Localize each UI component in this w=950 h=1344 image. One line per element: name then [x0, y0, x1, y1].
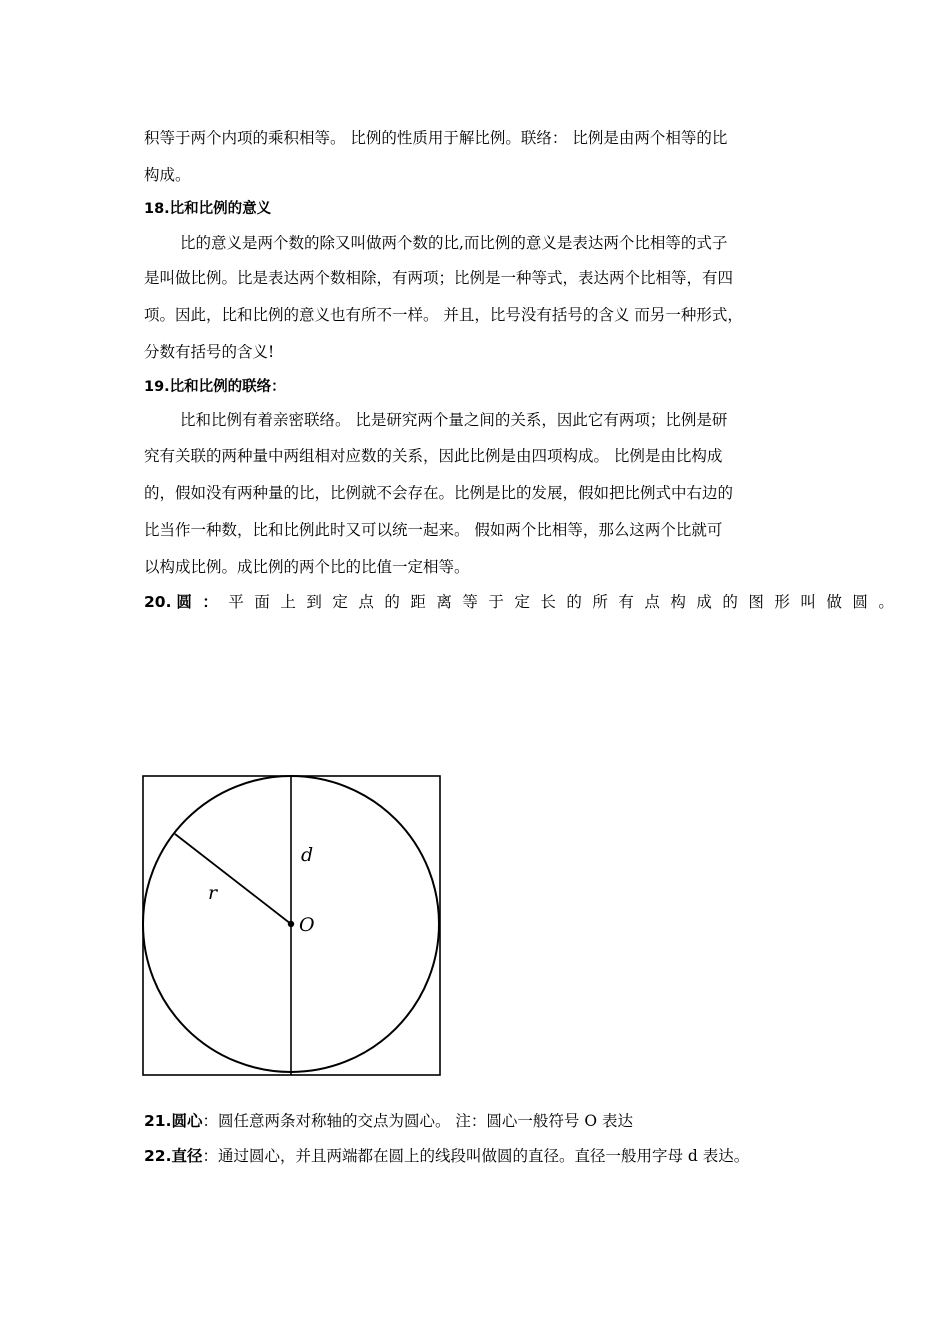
line-1: 积等于两个内项的乘积相等。 比例的性质用于解比例。联络： 比例是由两个相等的比	[144, 129, 728, 147]
paragraph-18-line-2: 是叫做比例。比是表达两个数相除，有两项；比例是一种等式，表达两个比相等，有四	[144, 269, 734, 287]
line-2: 构成。	[144, 166, 191, 184]
paragraph-18-line-4: 分数有括号的含义!	[144, 343, 275, 361]
item-22	[144, 1146, 749, 1166]
label-d: d	[301, 844, 314, 866]
paragraph-19-line-2: 究有关联的两种量中两组相对应数的关系，因此比例是由四项构成。 比例是由比构成	[144, 447, 723, 465]
item-22-number: 22.	[144, 1147, 172, 1165]
item-22-term: 直径	[171, 1147, 203, 1165]
item-21-text: ：圆任意两条对称轴的交点为圆心。 注：圆心一般符号 O 表达	[202, 1112, 633, 1130]
item-21-term: 圆心	[171, 1112, 203, 1130]
item-20-text: 平面上到定点的距离等于定长的所有点构成的图形叫做圆。	[228, 593, 905, 611]
paragraph-19-line-5: 以构成比例。成比例的两个比的比值一定相等。	[144, 558, 470, 576]
circle-diagram	[142, 775, 442, 1077]
item-20	[144, 592, 904, 612]
label-r: r	[208, 882, 218, 904]
item-21	[144, 1111, 633, 1131]
item-21-number: 21.	[144, 1112, 172, 1130]
paragraph-19-line-4: 比当作一种数，比和比例此时又可以统一起来。 假如两个比相等，那么这两个比就可	[144, 521, 723, 539]
paragraph-19-line-1: 比和比例有着亲密联络。 比是研究两个量之间的关系，因此它有两项；比例是研	[180, 411, 728, 429]
item-20-number: 20.	[144, 593, 172, 611]
heading-18: 18.比和比例的意义	[144, 201, 272, 217]
paragraph-18-line-1: 比的意义是两个数的除又叫做两个数的比,而比例的意义是表达两个比相等的式子	[180, 234, 728, 252]
center-point	[288, 921, 294, 927]
paragraph-19-line-3: 的，假如没有两种量的比，比例就不会存在。比例是比的发展，假如把比例式中右边的	[144, 484, 734, 502]
label-o: O	[299, 914, 315, 936]
paragraph-18-line-3: 项。因此，比和比例的意义也有所不一样。 并且，比号没有括号的含义 而另一种形式，	[144, 306, 743, 324]
item-22-text: ：通过圆心，并且两端都在圆上的线段叫做圆的直径。直径一般用字母 d 表达。	[202, 1147, 750, 1165]
item-20-term: 圆：	[176, 593, 229, 611]
heading-19: 19.比和比例的联络：	[144, 379, 286, 395]
